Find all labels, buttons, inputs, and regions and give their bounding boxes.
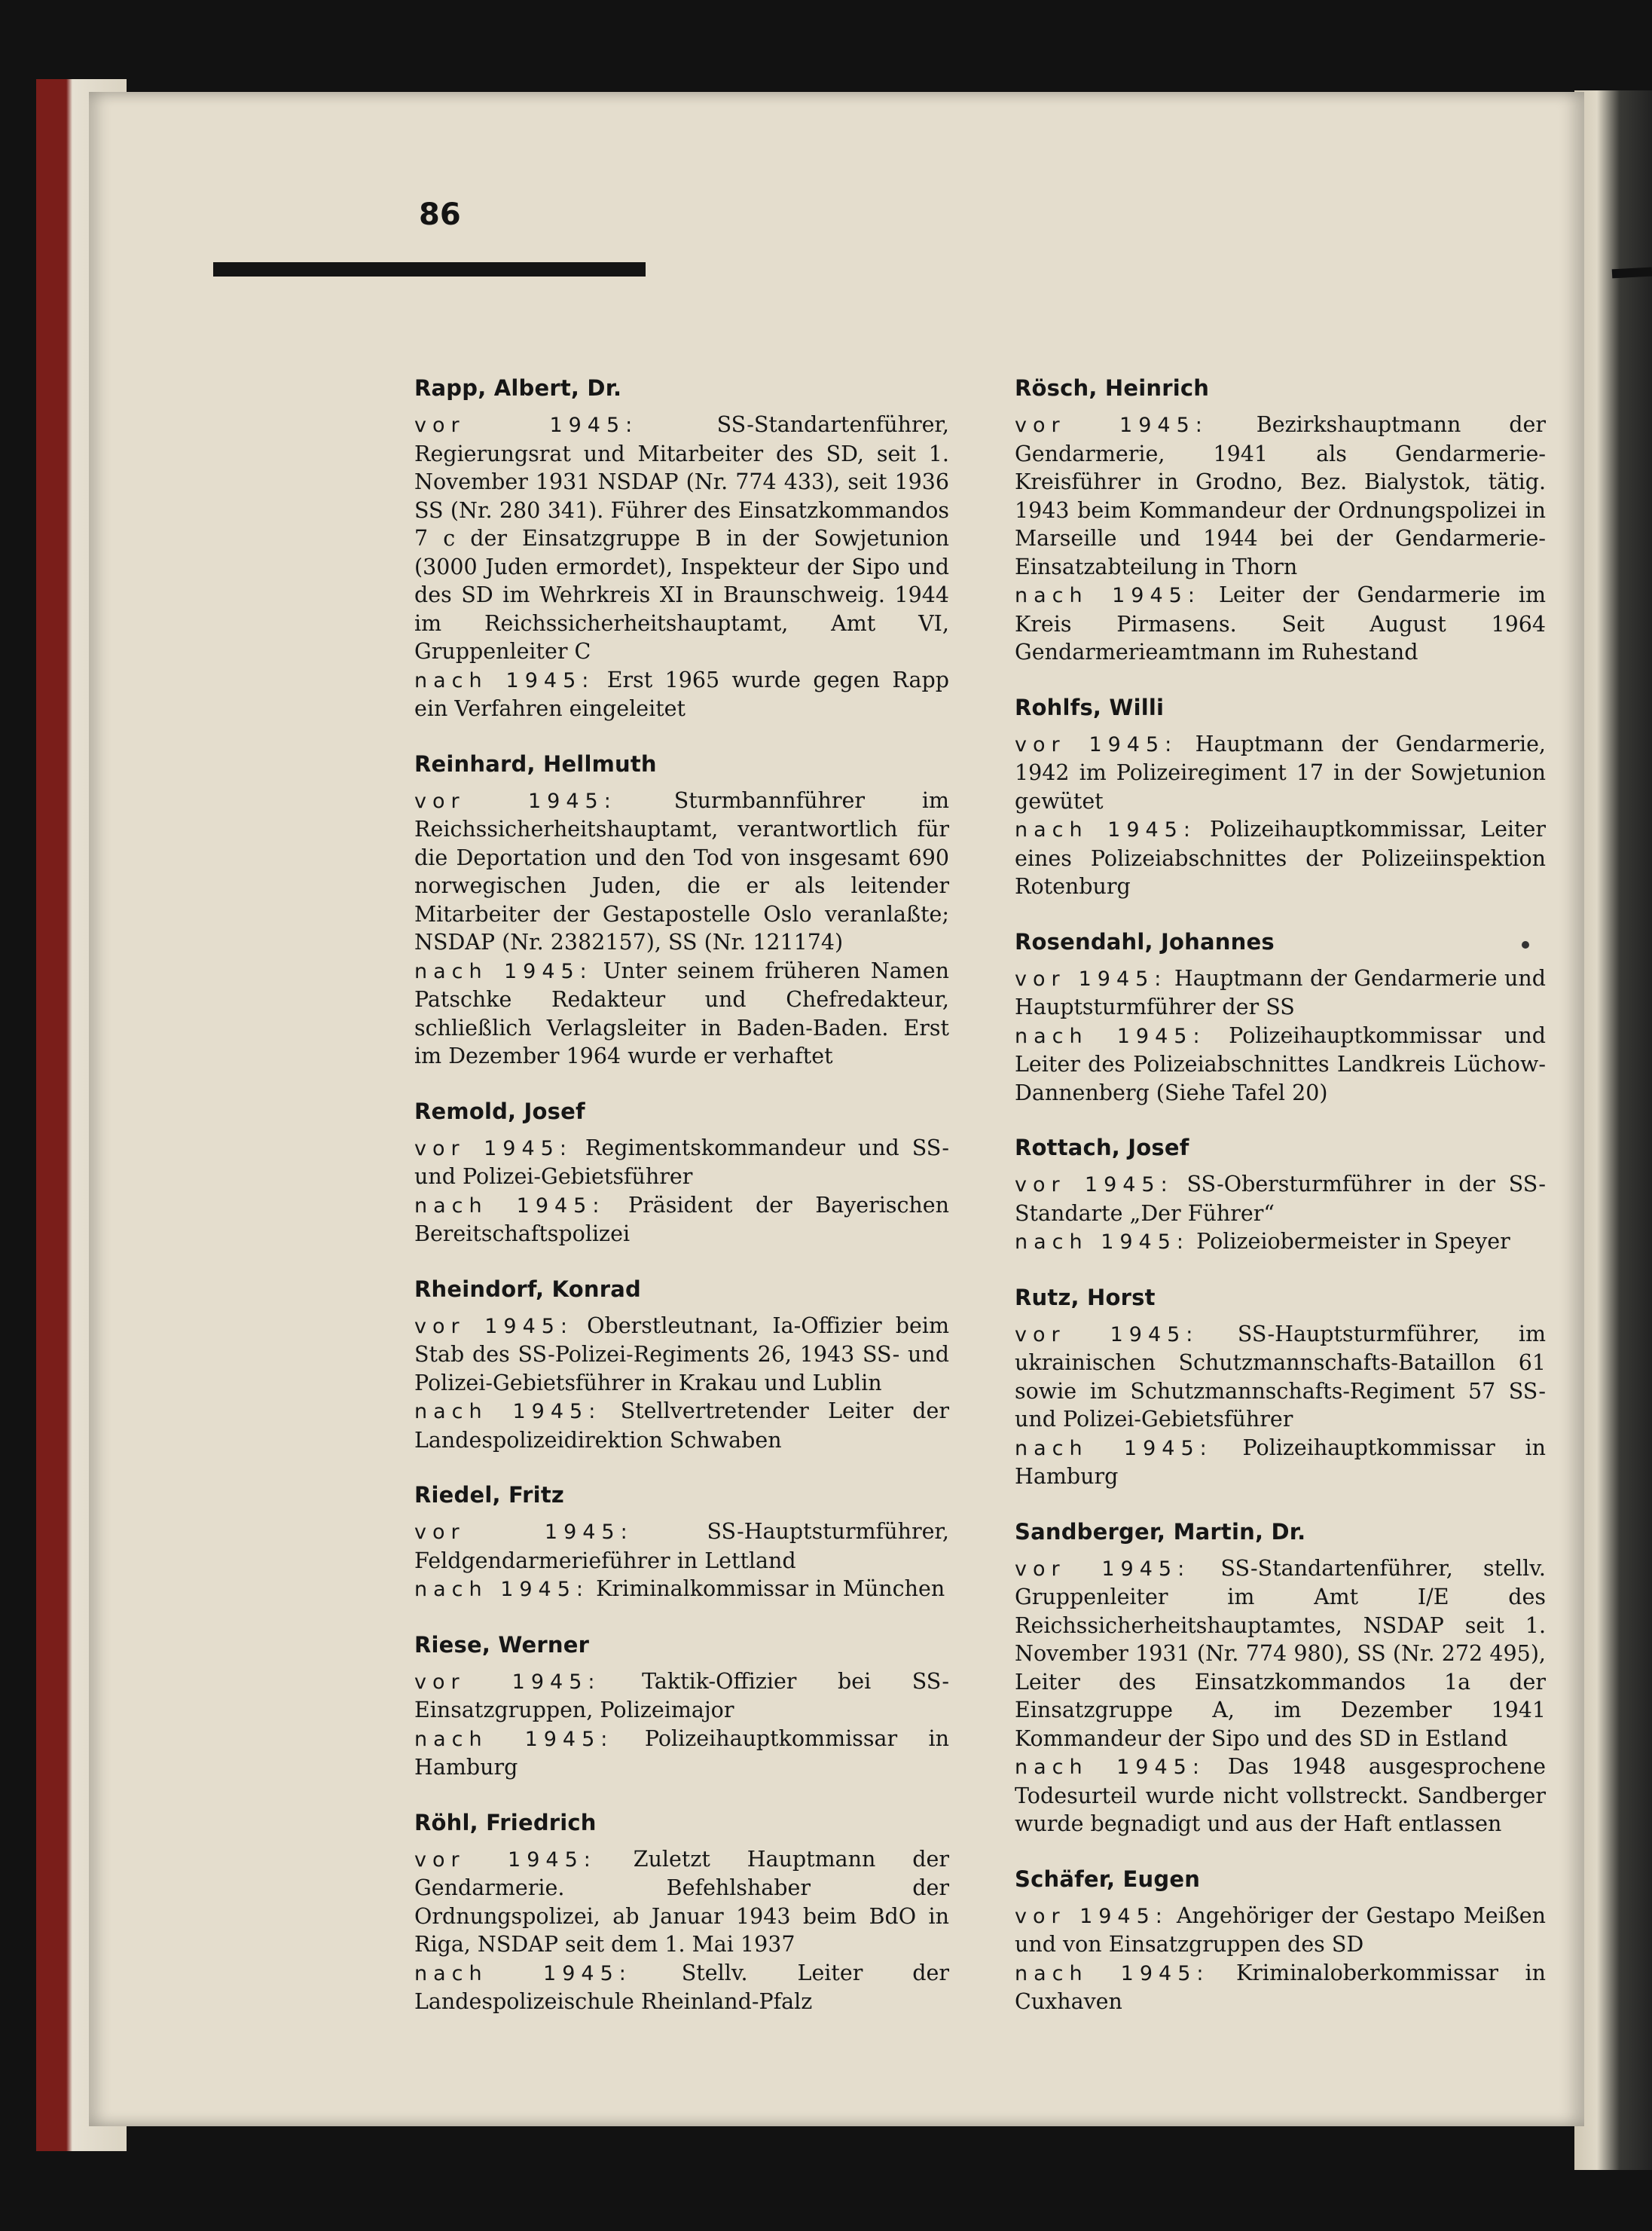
period-label: vor 1945: — [414, 1520, 634, 1544]
entry-name: Sandberger, Martin, Dr. — [1015, 1518, 1306, 1545]
period-label: nach 1945: — [414, 1578, 590, 1601]
register-entry — [414, 374, 949, 723]
period-label: nach 1945: — [1015, 818, 1196, 842]
register-entry — [1015, 928, 1546, 1108]
period-text: Sturmbannführer im Reichssicherheitshauptamt, verantwortlich für die Deportation und den Tod von insgesamt 690 norwegischen Juden, die er als leitender Mitarbeiter der Gestapostelle Oslo veranlaßte; NSDAP (Nr. 2382157), SS (Nr. 121174) — [414, 787, 949, 955]
period-text: Hauptmann der Gendarmerie und Hauptsturmführer der SS — [1015, 965, 1546, 1019]
period-text: Erst 1965 wurde gegen Rapp ein Verfahren eingeleitet — [414, 667, 949, 721]
register-entry — [414, 1276, 949, 1455]
register-entry — [414, 1809, 949, 2016]
entry-name: Rapp, Albert, Dr. — [414, 375, 622, 401]
period-label: nach 1945: — [414, 1400, 602, 1423]
period-label: vor 1945: — [414, 1670, 601, 1694]
register-entry — [414, 1631, 949, 1782]
period-label: vor 1945: — [1015, 732, 1178, 756]
period-label: vor 1945: — [1015, 1557, 1191, 1581]
entry-before-1945 — [414, 1845, 949, 1959]
entry-before-1945 — [1015, 1320, 1546, 1434]
period-text: Präsident der Bayerischen Bereitschaftspolizei — [414, 1192, 949, 1246]
entry-name: Riese, Werner — [414, 1631, 590, 1658]
period-label: vor 1945: — [414, 1847, 597, 1872]
period-label: nach 1945: — [1015, 1961, 1210, 1985]
period-label: vor 1945: — [1015, 1322, 1199, 1346]
period-label: nach 1945: — [414, 1727, 614, 1751]
period-text: SS-Obersturmführer in der SS-Standarte „Der Führer“ — [1015, 1172, 1546, 1226]
period-text: Das 1948 ausgesprochene Todesurteil wurde nicht vollstreckt. Sandberger wurde begnadigt und aus der Haft entlassen — [1015, 1754, 1546, 1836]
entry-after-1945 — [1015, 815, 1546, 901]
period-label: vor 1945: — [1015, 414, 1208, 437]
entry-after-1945 — [1015, 1227, 1546, 1257]
period-label: vor 1945: — [1015, 967, 1168, 991]
period-text: Polizeihauptkommissar und Leiter des Polizeiabschnittes Landkreis Lüchow-Dannenberg (Siehe Tafel 20) — [1015, 1022, 1546, 1105]
register-entry — [1015, 374, 1546, 667]
entry-after-1945 — [414, 1959, 949, 2016]
entry-name: Riedel, Fritz — [414, 1482, 564, 1508]
period-text: Polizeihauptkommissar in Hamburg — [414, 1725, 949, 1780]
period-label: nach 1945: — [414, 1193, 606, 1218]
period-label: vor 1945: — [1015, 1173, 1174, 1196]
entry-before-1945 — [414, 1667, 949, 1725]
period-text: Kriminalkommissar in München — [596, 1576, 945, 1601]
register-entry — [1015, 1866, 1546, 2016]
facing-page-edge — [1574, 90, 1652, 2170]
period-label: nach 1945: — [1015, 1436, 1213, 1460]
entry-before-1945 — [414, 1312, 949, 1398]
left-column — [414, 374, 949, 2043]
entry-after-1945 — [414, 666, 949, 723]
register-entry — [414, 750, 949, 1071]
entry-before-1945 — [414, 1517, 949, 1575]
period-label: vor 1945: — [414, 1136, 573, 1160]
period-text: Oberstleutnant, Ia-Offizier beim Stab des SS-Polizei-Regiments 26, 1943 SS- und Polizei-Gebietsführer in Krakau und Lublin — [414, 1313, 949, 1395]
period-label: nach 1945: — [1015, 1756, 1205, 1779]
entry-after-1945 — [414, 957, 949, 1071]
period-label: nach 1945: — [1015, 1024, 1206, 1048]
register-entry — [1015, 694, 1546, 901]
register-entry — [414, 1098, 949, 1248]
entry-name: Rheindorf, Konrad — [414, 1276, 641, 1302]
register-entry — [1015, 1284, 1546, 1491]
register-entry — [414, 1481, 949, 1604]
entry-before-1945 — [1015, 1902, 1546, 1959]
entry-before-1945 — [1015, 964, 1546, 1022]
entry-name: Rösch, Heinrich — [1015, 375, 1210, 401]
entry-before-1945 — [414, 1134, 949, 1191]
period-text: Stellvertretender Leiter der Landespolizeidirektion Schwaben — [414, 1398, 950, 1453]
period-label: nach 1945: — [414, 959, 593, 983]
period-text: Leiter der Gendarmerie im Kreis Pirmasens. Seit August 1964 Gendarmerieamtmann im Ruhestand — [1015, 582, 1547, 665]
entry-name: Rottach, Josef — [1015, 1135, 1189, 1160]
register-entry — [1015, 1518, 1546, 1838]
entry-name: Röhl, Friedrich — [414, 1809, 597, 1835]
period-label: nach 1945: — [1015, 584, 1201, 607]
period-text: Taktik-Offizier bei SS-Einsatzgruppen, Polizeimajor — [414, 1668, 949, 1722]
entry-before-1945 — [414, 787, 949, 957]
entry-name: Rutz, Horst — [1015, 1284, 1156, 1310]
entry-after-1945 — [1015, 1959, 1546, 2016]
entry-before-1945 — [1015, 1170, 1546, 1227]
period-text: Angehöriger der Gestapo Meißen und von Einsatzgruppen des SD — [1015, 1902, 1546, 1957]
period-text: SS-Hauptsturmführer, Feldgendarmerieführer in Lettland — [414, 1519, 949, 1573]
period-text: Regimentskommandeur und SS- und Polizei-Gebietsführer — [414, 1135, 949, 1189]
right-column — [1015, 374, 1546, 2043]
period-label: nach 1945: — [414, 668, 595, 692]
entry-before-1945 — [414, 411, 949, 666]
period-label: nach 1945: — [414, 1961, 632, 1985]
period-text: SS-Standartenführer, Regierungsrat und Mitarbeiter des SD, seit 1. November 1931 NSDAP (Nr. 774 433), seit 1936 SS (Nr. 280 341). Führer des Einsatzkommandos 7 c der Einsatzgruppe B in der Sowjetunion (3000 Juden ermordet), Inspekteur der Sipo und des SD im Wehrkreis XI in Braunschweig. 1944 im Reichssicherheitshauptamt, Amt VI, Gruppenleiter C — [414, 412, 949, 664]
period-text: Polizeiobermeister in Speyer — [1196, 1229, 1510, 1254]
period-text: SS-Standartenführer, stellv. Gruppenleiter im Amt I/E des Reichssicherheitshauptamtes, NSDAP seit 1. November 1931 (Nr. 774 980), SS (Nr. 272 495), Leiter des Einsatzkommandos 1a der Einsatzgruppe A, im Dezember 1941 Kommandeur der Sipo und des SD in Estland — [1015, 1555, 1546, 1751]
entry-after-1945 — [1015, 1434, 1546, 1491]
period-text: Zuletzt Hauptmann der Gendarmerie. Befehlshaber der Ordnungspolizei, ab Januar 1943 beim BdO in Riga, NSDAP seit dem 1. Mai 1937 — [414, 1846, 949, 1957]
entry-after-1945 — [414, 1725, 949, 1782]
period-text: Kriminaloberkommissar in Cuxhaven — [1015, 1960, 1546, 2014]
period-text: Polizeihauptkommissar in Hamburg — [1015, 1435, 1547, 1489]
period-text: Stellv. Leiter der Landespolizeischule Rheinland-Pfalz — [414, 1960, 949, 2014]
entry-name: Rohlfs, Willi — [1015, 694, 1165, 720]
entry-before-1945 — [1015, 1554, 1546, 1753]
entry-name: Rosendahl, Johannes — [1015, 928, 1275, 955]
entry-after-1945 — [1015, 581, 1546, 667]
period-text: Polizeihauptkommissar, Leiter eines Polizeiabschnittes der Polizeiinspektion Rotenburg — [1015, 817, 1546, 899]
entry-after-1945 — [414, 1397, 949, 1454]
header-rule — [213, 262, 646, 277]
register-entry — [1015, 1134, 1546, 1257]
entry-after-1945 — [414, 1191, 949, 1248]
period-label: vor 1945: — [414, 414, 639, 437]
period-label: vor 1945: — [1015, 1904, 1168, 1928]
period-label: vor 1945: — [414, 789, 617, 813]
entry-before-1945 — [1015, 730, 1546, 816]
period-text: SS-Hauptsturmführer, im ukrainischen Schutzmannschafts-Bataillon 61 sowie im Schutzmannschafts-Regiment 57 SS- und Polizei-Gebietsführer — [1015, 1321, 1547, 1432]
entry-name: Schäfer, Eugen — [1015, 1866, 1201, 1892]
period-text: Bezirkshauptmann der Gendarmerie, 1941 als Gendarmerie-Kreisführer in Grodno, Bez. Bialystok, tätig. 1943 beim Kommandeur der Ordnungspolizei in Marseille und 1944 bei der Gendarmerie-Einsatzabteilung in Thorn — [1015, 412, 1546, 579]
period-text: Hauptmann der Gendarmerie, 1942 im Polizeiregiment 17 in der Sowjetunion gewütet — [1015, 731, 1546, 814]
entry-name: Remold, Josef — [414, 1098, 585, 1124]
period-text: Unter seinem früheren Namen Patschke Redakteur und Chefredakteur, schließlich Verlagsleiter in Baden-Baden. Erst im Dezember 1964 wurde er verhaftet — [414, 958, 950, 1068]
page-number: 86 — [419, 197, 461, 232]
entry-after-1945 — [1015, 1022, 1546, 1108]
entry-after-1945 — [1015, 1753, 1546, 1838]
period-label: nach 1945: — [1015, 1230, 1190, 1254]
entry-before-1945 — [1015, 411, 1546, 581]
entry-after-1945 — [414, 1575, 949, 1604]
entry-name: Reinhard, Hellmuth — [414, 750, 657, 777]
period-label: vor 1945: — [414, 1314, 574, 1338]
